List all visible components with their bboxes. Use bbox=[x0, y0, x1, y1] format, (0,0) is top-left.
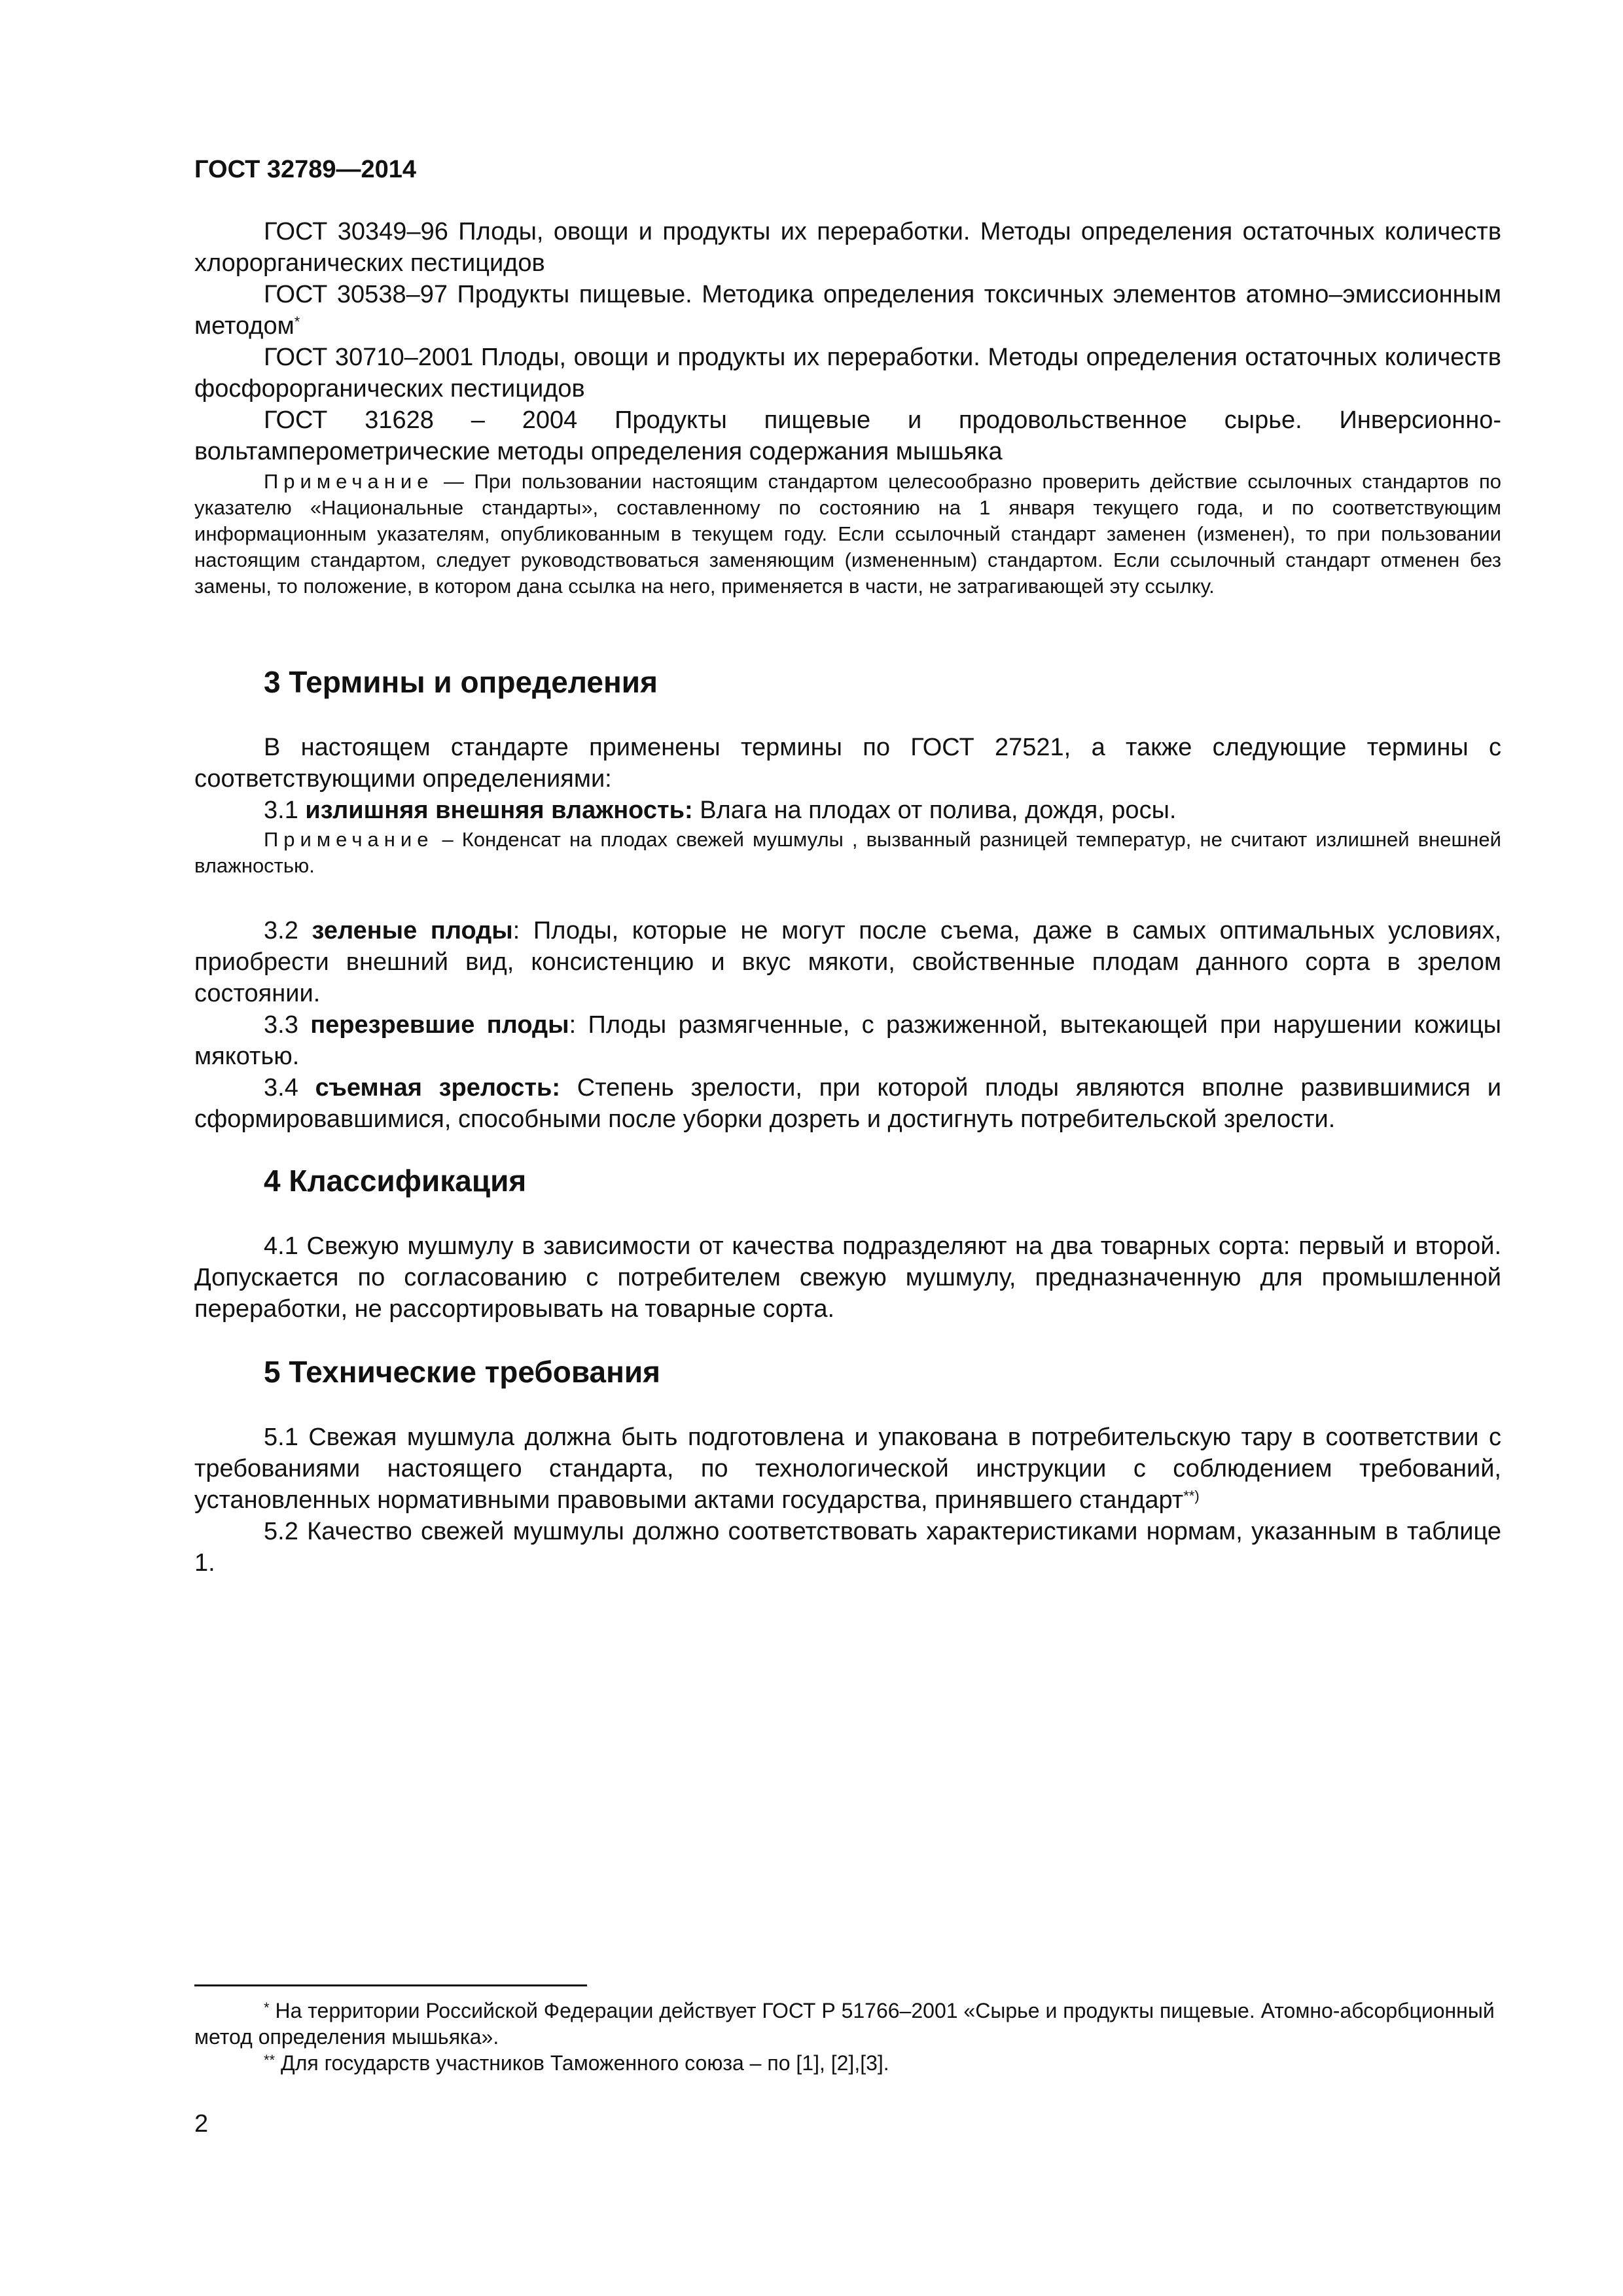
footnote-mark: ** bbox=[264, 2052, 276, 2068]
footnote-text: Для государств участников Таможенного союза – по [1], [2],[3]. bbox=[275, 2051, 889, 2075]
page-number: 2 bbox=[194, 2110, 209, 2138]
footnote-ref: * bbox=[294, 314, 300, 330]
reference-item: ГОСТ 31628 – 2004 Продукты пищевые и продовольственное сырье. Инверсионно-вольтамперометрические методы определения содержания мышьяка bbox=[194, 406, 1501, 465]
section-heading: 4 Классификация bbox=[264, 1164, 527, 1198]
section-heading: 3 Термины и определения bbox=[264, 665, 658, 699]
section-4-body bbox=[194, 1230, 1501, 1325]
reference-item: ГОСТ 30538–97 Продукты пищевые. Методика определения токсичных элементов атомно–эмиссионным методом* bbox=[194, 281, 1501, 340]
term-definition: 3.2 зеленые плоды: Плоды, которые не могут после съема, даже в самых оптимальных условиях, приобрести внешний вид, консистенцию и вкус мякоти, свойственные плодам данного сорта в зрелом состоянии. bbox=[194, 917, 1501, 1007]
references-note bbox=[194, 469, 1501, 600]
footnote-mark: * bbox=[264, 2000, 270, 2016]
term: излишняя внешняя влажность: bbox=[305, 797, 693, 824]
term-definition: 3.1 излишняя внешняя влажность: Влага на плодах от полива, дождя, росы. bbox=[264, 797, 1177, 824]
reference-item: ГОСТ 30710–2001 Плоды, овощи и продукты их переработки. Методы определения остаточных количеств фосфорорганических пестицидов bbox=[194, 344, 1501, 403]
note-text: — При пользовании настоящим стандартом целесообразно проверить действие ссылочных стандартов по указателю «Национальные стандарты», составленному по состоянию на 1 января текущего года, и по соответствующим информационным указателям, опубликованным в текущем году. Если ссылочный стандарт заменен (изменен), то при пользовании настоящим стандартом, следует руководствоваться заменяющим (измененным) стандартом. Если ссылочный стандарт отменен без замены, то положение, в котором дана ссылка на него, применяется в части, не затрагивающей эту ссылку. bbox=[194, 470, 1501, 598]
note-label: Примечание bbox=[264, 828, 434, 851]
footnote-text: На территории Российской Федерации действует ГОСТ Р 51766–2001 «Сырье и продукты пищевые. Атомно-абсорбционный метод определения мышьяка». bbox=[194, 1999, 1495, 2049]
note-label: Примечание bbox=[264, 470, 434, 493]
section-heading: 5 Технические требования bbox=[264, 1355, 660, 1389]
normative-references bbox=[194, 216, 1501, 467]
paragraph: 4.1 Свежую мушмулу в зависимости от качества подразделяют на два товарных сорта: первый и второй. Допускается по согласованию с потребителем свежую мушмулу, предназначенную для промышленной переработки, не рассортировывать на товарные сорта. bbox=[194, 1232, 1501, 1323]
paragraph: В настоящем стандарте применены термины по ГОСТ 27521, а также следующие термины с соответствующими определениями: bbox=[194, 734, 1501, 793]
reference-item: ГОСТ 30349–96 Плоды, овощи и продукты их переработки. Методы определения остаточных количеств хлорорганических пестицидов bbox=[194, 218, 1501, 277]
note-text: – Конденсат на плодах свежей мушмулы , вызванный разницей температур, не считают излишней внешней влажностью. bbox=[194, 828, 1501, 877]
section-5-body bbox=[194, 1422, 1501, 1579]
document-code: ГОСТ 32789—2014 bbox=[194, 156, 417, 183]
section-3-terms bbox=[194, 915, 1501, 1135]
term: съемная зрелость: bbox=[315, 1074, 561, 1102]
term: зеленые плоды bbox=[312, 917, 513, 944]
term-definition: 3.3 перезревшие плоды: Плоды размягченные, с разжиженной, вытекающей при нарушении кожицы мякотью. bbox=[194, 1011, 1501, 1070]
footnote-ref: **) bbox=[1183, 1488, 1200, 1504]
footnote bbox=[194, 1998, 1501, 2076]
term-definition: 3.4 съемная зрелость: Степень зрелости, при которой плоды являются вполне развившимися и сформировавшимися, способными после уборки дозреть и достигнуть потребительской зрелости. bbox=[194, 1074, 1501, 1133]
paragraph: 5.1 Свежая мушмула должна быть подготовлена и упакована в потребительскую тару в соответствии с требованиями настоящего стандарта, по технологической инструкции с соблюдением требований, установленных нормативными правовыми актами государства, принявшего стандарт**) bbox=[194, 1424, 1501, 1514]
term-note bbox=[194, 827, 1501, 879]
section-3-body bbox=[194, 732, 1501, 826]
term: перезревшие плоды bbox=[310, 1011, 569, 1039]
footnote-separator bbox=[194, 1984, 587, 1986]
paragraph: 5.2 Качество свежей мушмулы должно соответствовать характеристиками нормам, указанным в таблице 1. bbox=[194, 1518, 1501, 1577]
